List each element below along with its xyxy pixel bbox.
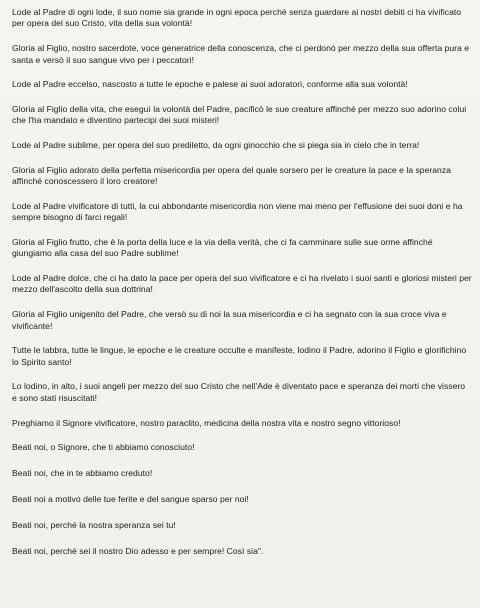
paragraph-5: Lode al Padre sublime, per opera del suo prediletto, da ogni ginocchio che si piega sia in cielo che in terra! — [12, 140, 420, 151]
paragraph-14: Beati noi, o Signore, che ti abbiamo conosciuto! — [12, 442, 195, 453]
paragraph-11: Tutte le labbra, tutte le lingue, le epoche e le creature occulte e manifeste, lodino il Padre, adorino il Figlio e glorifichino lo Spirito santo! — [12, 345, 467, 367]
paragraph-9: Lode al Padre dolce, che ci ha dato la pace per opera del suo vivificatore e ci ha rivelato i suoi santi e gloriosi misteri per mezzo dell'ascolto della sua dottrina! — [12, 273, 472, 295]
paragraph-15: Beati noi, che in te abbiamo creduto! — [12, 468, 153, 479]
paragraph-12: Lo lodino, in alto, i suoi angeli per mezzo del suo Cristo che nell'Ade è diventato pace e speranza dei morti che vissero e sono stati risuscitati! — [12, 381, 466, 403]
paragraph-7: Lode al Padre vivificatore di tutti, la cui abbondante misericordia non viene mai meno per l'effusione dei suoi doni e ha sempre bisogno di farci regali! — [12, 200, 463, 223]
paragraph-13: Preghiamo il Signore vivificatore, nostro paraclito, medicina della nostra vita e nostro segno vittorioso! — [12, 417, 401, 428]
paragraph-1: Lode al Padre di ogni lode, il suo nome sia grande in ogni epoca perché senza guardare ai nostri debiti ci ha vivificato per opera del suo Cristo, vita della sua volontà! — [12, 7, 462, 29]
paragraph-10: Gloria al Figlio unigenito del Padre, che versò su di noi la sua misericordia e ci ha segnato con la sua croce viva e vivificante! — [12, 309, 447, 331]
paragraph-3: Lode al Padre eccelso, nascosto a tutte le epoche e palese ai suoi adoratori, conforme alla sua volontà! — [12, 79, 408, 90]
paragraph-17: Beati noi, perché la nostra speranza sei tu! — [12, 520, 176, 531]
paragraph-18: Beati noi, perché sei il nostro Dio adesso e per sempre! Così sia". — [12, 546, 264, 557]
paragraph-16: Beati noi a motivo delle tue ferite e del sangue sparso per noi! — [12, 494, 249, 505]
paragraph-8: Gloria al Figlio frutto, che è la porta della luce e la via della verità, che ci fa camminare sulle sue orme affinché giungiamo alla casa del suo Padre sublime! — [12, 236, 433, 259]
paragraph-4: Gloria al Figlio della vita, che eseguì la volontà del Padre, pacificò le sue creature affinché per mezzo suo adorino colui che l'ha mandato e diventino partecipi dei suoi misteri! — [12, 103, 467, 126]
paragraph-6: Gloria al Figlio adorato della perfetta misericordia per opera del quale sorsero per le creature la pace e la speranza affinché conoscessero il loro creatore! — [12, 164, 451, 187]
paragraph-2: Gloria al Figlio, nostro sacerdote, voce generatrice della conoscenza, che ci perdonò per mezzo della sua offerta pura e santa e versò il suo sangue vivo per i peccatori! — [12, 43, 470, 65]
